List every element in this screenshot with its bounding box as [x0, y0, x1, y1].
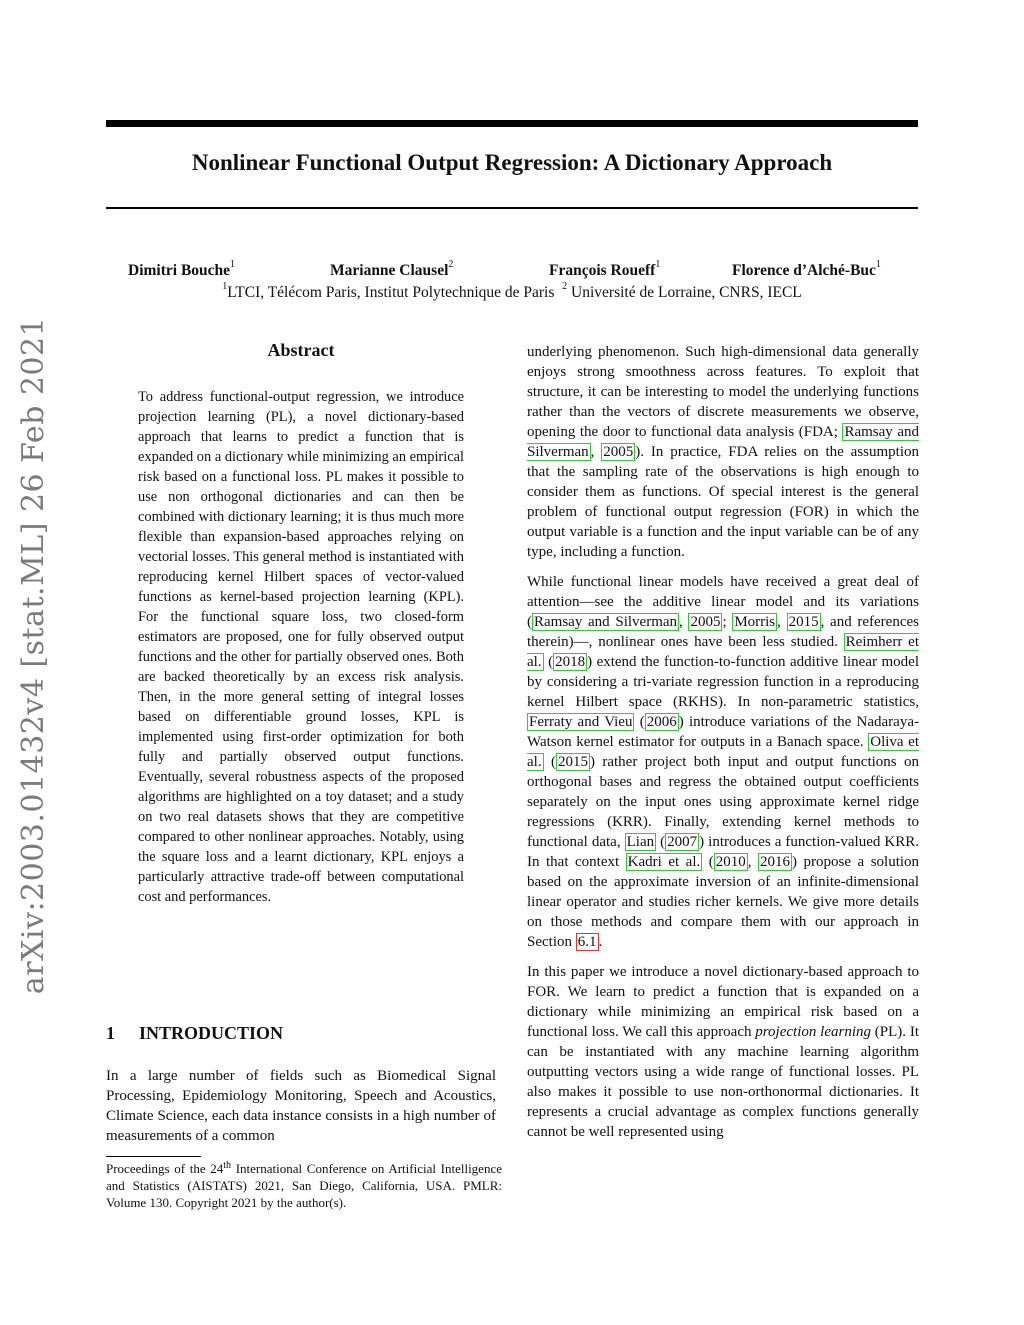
citation-link[interactable]: 2015 — [557, 754, 588, 770]
citation-link[interactable]: 2018 — [555, 654, 586, 670]
author-name: Dimitri Bouche$^1$ — [128, 259, 236, 279]
author-name: François Roueff$^1$ — [549, 259, 661, 279]
section-heading: 1 INTRODUCTION — [106, 1023, 284, 1043]
citation-link[interactable]: 2007 — [667, 834, 698, 850]
footnote-rule — [106, 1156, 201, 1157]
citation-link[interactable]: 2005 — [690, 614, 721, 630]
top-rule — [106, 120, 918, 127]
citation-link[interactable]: Ferraty and Vieu — [529, 714, 633, 730]
citation-link[interactable]: Oliva et al. — [527, 734, 919, 770]
citation-link[interactable]: Lian — [626, 834, 655, 850]
affiliations: $^1$LTCI, Télécom Paris, Institut Polytechnique de Paris $^2$ Université de Lorraine, CNRS, IECL — [222, 281, 802, 301]
author-name: Florence d’Alché-Buc$^1$ — [732, 259, 881, 279]
citation-link[interactable]: 2010 — [715, 854, 746, 870]
citation-link[interactable]: 2005 — [603, 444, 634, 460]
paragraph: While functional linear models have received a great deal of attention—see the additive linear model and its variations ( Ramsay and Silverman , 2005 ; Morris , 2015 , and references therein)—, nonlinear ones have been less studied. Reimherr et al. ( 2018 ) extend the function-to-function additive linear model by considering a tri-variate regression function in a reproducing kernel Hilbert space (RKHS). In non-parametric statistics, Ferraty and Vieu ( 2006 ) introduce variations of the Nadaraya-Watson kernel estimator for outputs in a Banach space. Oliva et al. ( 2015 ) rather project both input and output functions on orthogonal bases and regress the obtained output coefficients separately on the input ones using approximate kernel ridge regressions (KRR). Finally, extending kernel methods to functional data, Lian ( 2007 ) introduces a function-valued KRR. In that context Kadri et al. ( 2010 , 2016 ) propose a solution based on the approximate inversion of an infinite-dimensional linear operator and studies richer kernels. We give more details on those methods and compare them with our approach in Section 6.1 . — [527, 574, 920, 950]
citation-link[interactable]: 2016 — [760, 854, 791, 870]
citation-link[interactable]: Morris — [734, 614, 776, 630]
citation-link[interactable]: 2015 — [788, 614, 819, 630]
citation-link[interactable]: Ramsay and Silverman — [527, 424, 919, 460]
arxiv-watermark: arXiv:2003.01432v4 [stat.ML] 26 Feb 2021 — [16, 316, 52, 994]
abstract-text: To address functional-output regression, we introduce projection learning (PL), a novel dictionary-based approach that learns to predict a function that is expanded on a dictionary while minimizing an empirical risk based on a functional loss. PL makes it possible to use non orthogonal dictionaries and can then be combined with dictionary learning; it is thus much more flexible than expansion-based approaches relying on vectorial losses. This general method is instantiated with reproducing kernel Hilbert spaces of vector-valued functions as kernel-based projection learning (KPL). For the functional square loss, two closed-form estimators are proposed, one for fully observed output functions and the other for partially observed ones. Both are backed theoretically by an excess risk analysis. Then, in the more general setting of integral losses based on differentiable ground losses, KPL is implemented using first-order optimization for both fully and partially observed output functions. Eventually, several robustness aspects of the proposed algorithms are highlighted on a toy dataset; and a study on two real datasets shows that they are competitive compared to other nonlinear approaches. Notably, using the square loss and a learnt dictionary, KPL enjoys a particularly attractive trade-off between computational cost and performances. — [138, 389, 464, 905]
author-list — [106, 259, 918, 284]
citation-link[interactable]: Kadri et al. — [627, 854, 701, 870]
title-bottom-rule — [106, 207, 918, 209]
intro-paragraph: In a large number of fields such as Biomedical Signal Processing, Epidemiology Monitoring, Speech and Acoustics, Climate Science, each data instance consists in a high number of measurements of a common — [106, 1068, 496, 1144]
citation-link[interactable]: 2006 — [646, 714, 677, 730]
citation-link[interactable]: Reimherr et al. — [527, 634, 919, 670]
footnote: Proceedings of the 24th International Conference on Artificial Intelligence and Statistics (AISTATS) 2021, San Diego, California, USA. PMLR: Volume 130. Copyright 2021 by the author(s). — [106, 1160, 502, 1210]
author-name: Marianne Clausel$^2$ — [330, 259, 454, 279]
paper-title: Nonlinear Functional Output Regression: A Dictionary Approach — [191, 150, 833, 175]
right-column — [527, 342, 919, 1152]
citation-link[interactable]: Ramsay and Silverman — [534, 614, 678, 630]
paragraph: underlying phenomenon. Such high-dimensional data generally enjoys strong smoothness across features. To exploit that structure, it can be interesting to model the underlying functions rather than the vectors of discrete measurements we observe, opening the door to functional data analysis (FDA; Ramsay and Silverman , 2005 ). In practice, FDA relies on the assumption that the sampling rate of the observations is high enough to consider them as functions. Of special interest is the general problem of functional output regression (FOR) in which the output variable is a function and the input variable can be of any type, including a function. — [527, 344, 920, 560]
paragraph: In this paper we introduce a novel dictionary-based approach to FOR. We learn to predict a function that is expanded on a dictionary while minimizing an empirical risk based on a functional loss. We call this approach projection learning (PL). It can be instantiated with any machine learning algorithm outputting vectors using a wide range of functional losses. PL also makes it possible to use non-orthonormal dictionaries. It represents a crucial advantage as complex functions generally cannot be well represented using — [527, 964, 919, 1140]
section-ref-link[interactable]: 6.1 — [577, 934, 597, 950]
abstract-heading: Abstract — [267, 340, 335, 360]
